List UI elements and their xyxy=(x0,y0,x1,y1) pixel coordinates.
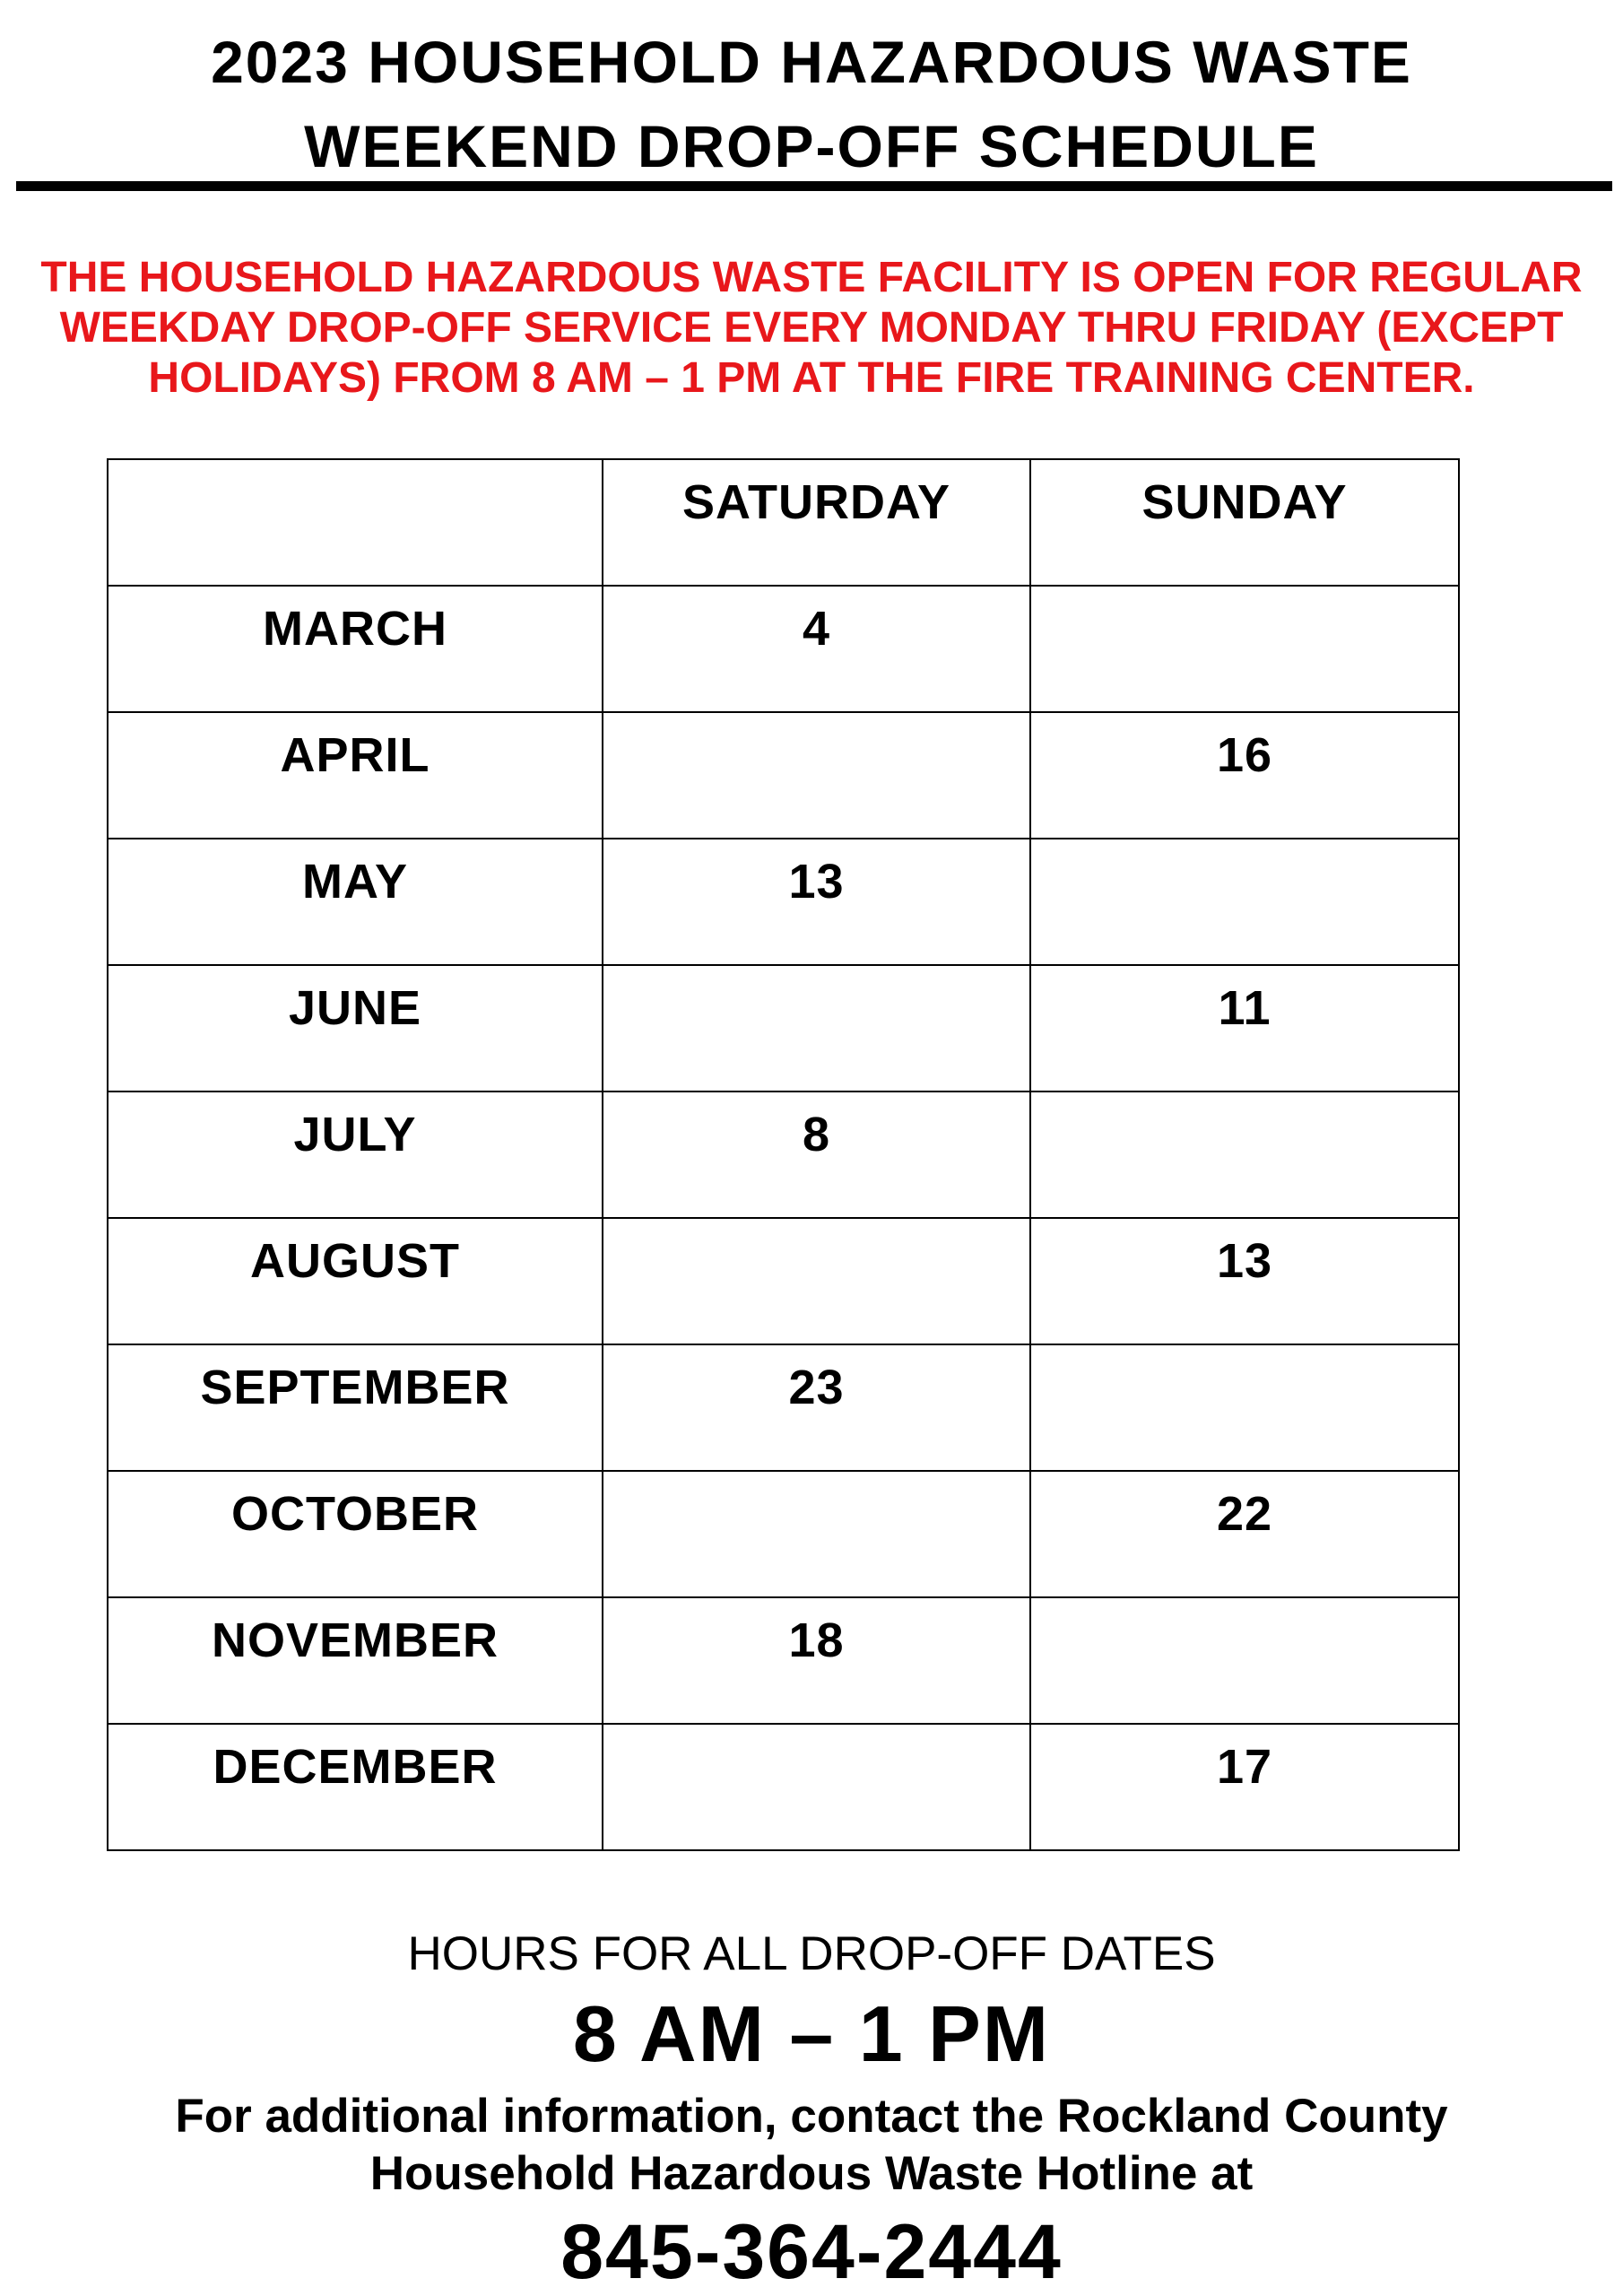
sunday-date: 11 xyxy=(1218,981,1271,1035)
sunday-cell xyxy=(1030,712,1459,839)
header-sunday-cell xyxy=(1030,459,1459,586)
month-cell xyxy=(108,1597,603,1724)
notice-line-3: HOLIDAYS) FROM 8 AM – 1 PM AT THE FIRE TRAINING CENTER. xyxy=(148,354,1475,402)
title-line-1: 2023 HOUSEHOLD HAZARDOUS WASTE xyxy=(211,29,1412,95)
table-row xyxy=(108,839,1459,965)
sunday-date xyxy=(1031,839,1458,857)
table-row xyxy=(108,1597,1459,1724)
saturday-date: 4 xyxy=(802,602,831,656)
header-month-cell xyxy=(108,459,603,586)
month-label: APRIL xyxy=(280,728,430,782)
sunday-cell xyxy=(1030,1218,1459,1344)
table-row xyxy=(108,1091,1459,1218)
contact-info xyxy=(0,2088,1623,2203)
saturday-date: 8 xyxy=(802,1108,831,1161)
contact-line-1: For additional information, contact the Rockland County xyxy=(175,2090,1448,2143)
saturday-cell xyxy=(603,1344,1030,1471)
sunday-cell xyxy=(1030,1091,1459,1218)
sunday-date: 17 xyxy=(1216,1740,1273,1794)
month-cell xyxy=(108,1471,603,1597)
saturday-cell xyxy=(603,839,1030,965)
saturday-date: 13 xyxy=(788,855,845,909)
header-saturday-label: SATURDAY xyxy=(681,475,951,529)
hotline-phone-number: 845-364-2444 xyxy=(560,2209,1063,2295)
table-row xyxy=(108,1471,1459,1597)
month-cell xyxy=(108,586,603,712)
sunday-cell xyxy=(1030,1471,1459,1597)
hours-value: 8 AM – 1 PM xyxy=(572,1989,1051,2078)
schedule-table xyxy=(107,458,1460,1851)
title-line-2: WEEKEND DROP-OFF SCHEDULE xyxy=(304,113,1319,179)
saturday-cell xyxy=(603,712,1030,839)
month-cell xyxy=(108,712,603,839)
saturday-cell xyxy=(603,586,1030,712)
sunday-date xyxy=(1031,587,1458,604)
sunday-cell xyxy=(1030,965,1459,1091)
month-label: JULY xyxy=(293,1108,417,1161)
saturday-date xyxy=(603,1725,1029,1743)
header-sunday-label: SUNDAY xyxy=(1141,475,1348,529)
sunday-date xyxy=(1031,1345,1458,1363)
saturday-date xyxy=(603,713,1029,731)
notice-line-1: THE HOUSEHOLD HAZARDOUS WASTE FACILITY IS OPEN FOR REGULAR xyxy=(40,254,1583,301)
table-row xyxy=(108,965,1459,1091)
month-label: SEPTEMBER xyxy=(200,1361,510,1414)
month-cell xyxy=(108,965,603,1091)
notice-line-2: WEEKDAY DROP-OFF SERVICE EVERY MONDAY THRU FRIDAY (EXCEPT xyxy=(59,304,1564,352)
sunday-date: 13 xyxy=(1216,1234,1273,1288)
sunday-date xyxy=(1031,1598,1458,1616)
table-row xyxy=(108,1344,1459,1471)
table-row xyxy=(108,712,1459,839)
month-cell xyxy=(108,1724,603,1850)
month-cell xyxy=(108,1218,603,1344)
saturday-date xyxy=(603,966,1029,984)
month-cell xyxy=(108,1344,603,1471)
month-label: DECEMBER xyxy=(213,1740,498,1794)
month-label: AUGUST xyxy=(250,1234,460,1288)
sunday-date: 16 xyxy=(1216,728,1273,782)
saturday-cell xyxy=(603,965,1030,1091)
month-label: MARCH xyxy=(263,602,447,656)
month-label: JUNE xyxy=(288,981,422,1035)
table-header-row xyxy=(108,459,1459,586)
table-row xyxy=(108,1218,1459,1344)
table-row xyxy=(108,586,1459,712)
title-divider xyxy=(16,181,1612,191)
saturday-cell xyxy=(603,1471,1030,1597)
header-saturday-cell xyxy=(603,459,1030,586)
saturday-cell xyxy=(603,1724,1030,1850)
saturday-date xyxy=(603,1472,1029,1490)
month-label: MAY xyxy=(301,855,409,909)
contact-line-2: Household Hazardous Waste Hotline at xyxy=(369,2147,1254,2200)
saturday-cell xyxy=(603,1091,1030,1218)
saturday-cell xyxy=(603,1597,1030,1724)
table-row xyxy=(108,1724,1459,1850)
month-cell xyxy=(108,839,603,965)
saturday-date: 23 xyxy=(788,1361,845,1414)
sunday-cell xyxy=(1030,1597,1459,1724)
saturday-date: 18 xyxy=(788,1613,845,1667)
sunday-cell xyxy=(1030,1344,1459,1471)
sunday-cell xyxy=(1030,586,1459,712)
month-cell xyxy=(108,1091,603,1218)
header-month-label xyxy=(108,460,602,478)
sunday-date xyxy=(1031,1092,1458,1110)
hours-label: HOURS FOR ALL DROP-OFF DATES xyxy=(407,1927,1216,1980)
saturday-date xyxy=(603,1219,1029,1237)
sunday-cell xyxy=(1030,1724,1459,1850)
saturday-cell xyxy=(603,1218,1030,1344)
sunday-date: 22 xyxy=(1216,1487,1273,1541)
weekday-notice xyxy=(0,253,1623,404)
month-label: OCTOBER xyxy=(230,1487,480,1541)
sunday-cell xyxy=(1030,839,1459,965)
month-label: NOVEMBER xyxy=(211,1613,499,1667)
page-title xyxy=(0,20,1623,188)
